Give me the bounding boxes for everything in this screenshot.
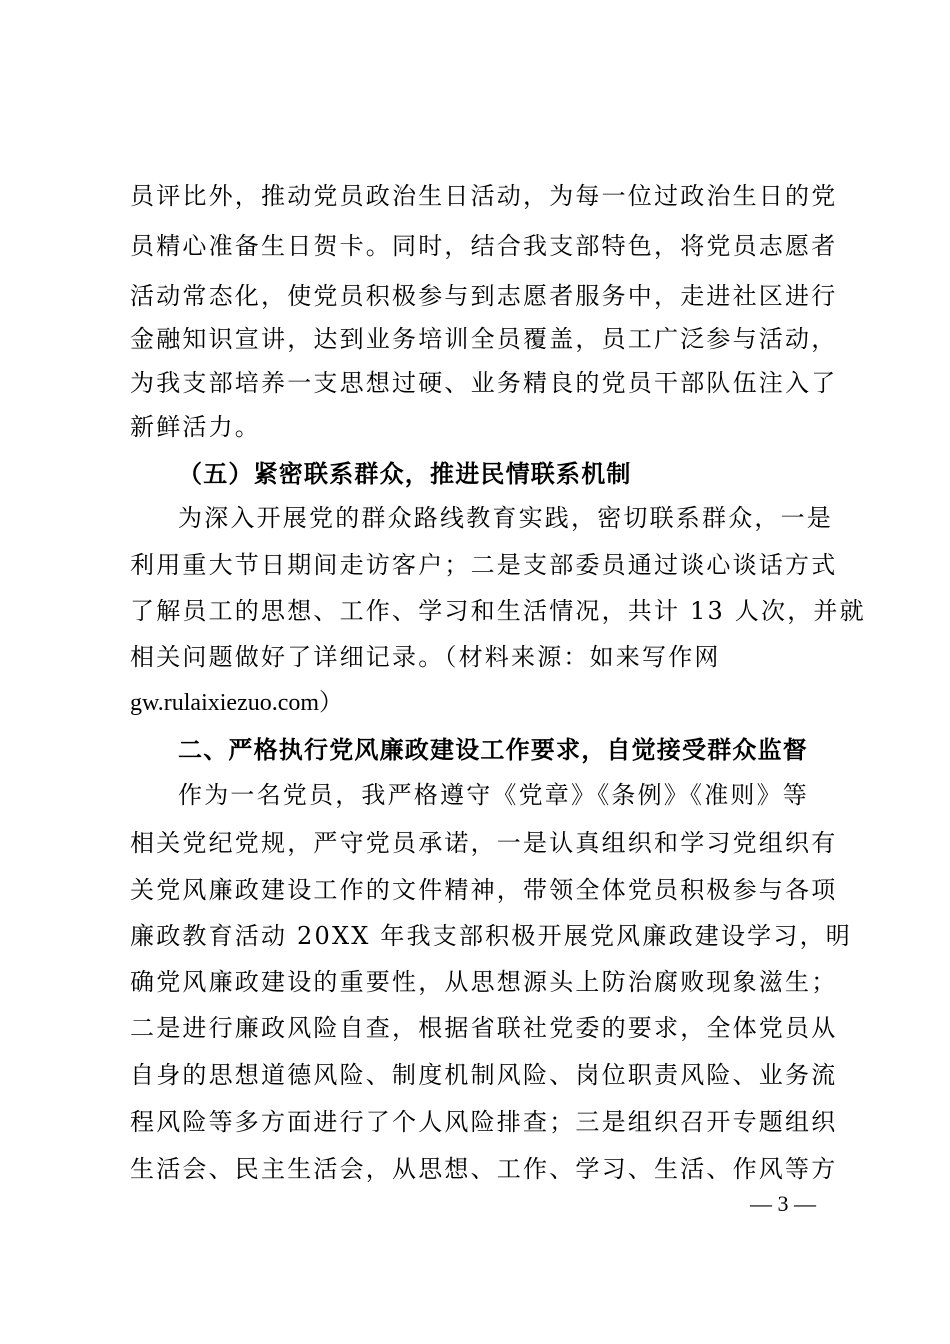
body-text-line: 程风险等多方面进行了个人风险排查；三是组织召开专题组织 — [130, 1108, 838, 1136]
body-text-line: 活动常态化，使党员积极参与到志愿者服务中，走进社区进行 — [130, 282, 838, 310]
page-number: — 3 — — [750, 1191, 816, 1216]
body-text-line: 关党风廉政建设工作的文件精神，带领全体党员积极参与各项 — [130, 876, 838, 904]
body-text-line: 了解员工的思想、工作、学习和生活情况，共计 13 人次，并就 — [130, 597, 866, 625]
body-text-line: 自身的思想道德风险、制度机制风险、岗位职责风险、业务流 — [130, 1061, 838, 1089]
body-text-line: 新鲜活力。 — [130, 413, 261, 441]
body-text-line: 员精心准备生日贺卡。同时，结合我支部特色，将党员志愿者 — [130, 232, 838, 260]
body-text-line: 为深入开展党的群众路线教育实践，密切联系群众，一是 — [178, 504, 833, 532]
body-text-line: 相关问题做好了详细记录。（材料来源：如来写作网 — [130, 643, 721, 671]
body-text-line: 作为一名党员，我严格遵守《党章》《条例》《准则》等 — [178, 781, 809, 809]
body-text-line: 金融知识宣讲，达到业务培训全员覆盖，员工广泛参与活动， — [130, 325, 838, 353]
body-text-line: 为我支部培养一支思想过硬、业务精良的党员干部队伍注入了 — [130, 369, 838, 397]
body-text-line: 廉政教育活动 20XX 年我支部积极开展党风廉政建设学习，明 — [130, 922, 852, 950]
body-text-line: 生活会、民主生活会，从思想、工作、学习、生活、作风等方 — [130, 1155, 838, 1183]
body-text-line: gw.rulaixiezuo.com） — [130, 690, 344, 716]
body-text-line: 员评比外，推动党员政治生日活动，为每一位过政治生日的党 — [130, 182, 838, 210]
body-text-line: 相关党纪党规，严守党员承诺，一是认真组织和学习党组织有 — [130, 829, 838, 857]
section-heading: 二、严格执行党风廉政建设工作要求，自觉接受群众监督 — [178, 735, 808, 764]
subsection-heading: （五）紧密联系群众，推进民情联系机制 — [178, 459, 632, 488]
body-text-line: 二是进行廉政风险自查，根据省联社党委的要求，全体党员从 — [130, 1014, 838, 1042]
body-text-line: 确党风廉政建设的重要性，从思想源头上防治腐败现象滋生； — [130, 968, 838, 996]
body-text-line: 利用重大节日期间走访客户；二是支部委员通过谈心谈话方式 — [130, 551, 838, 579]
